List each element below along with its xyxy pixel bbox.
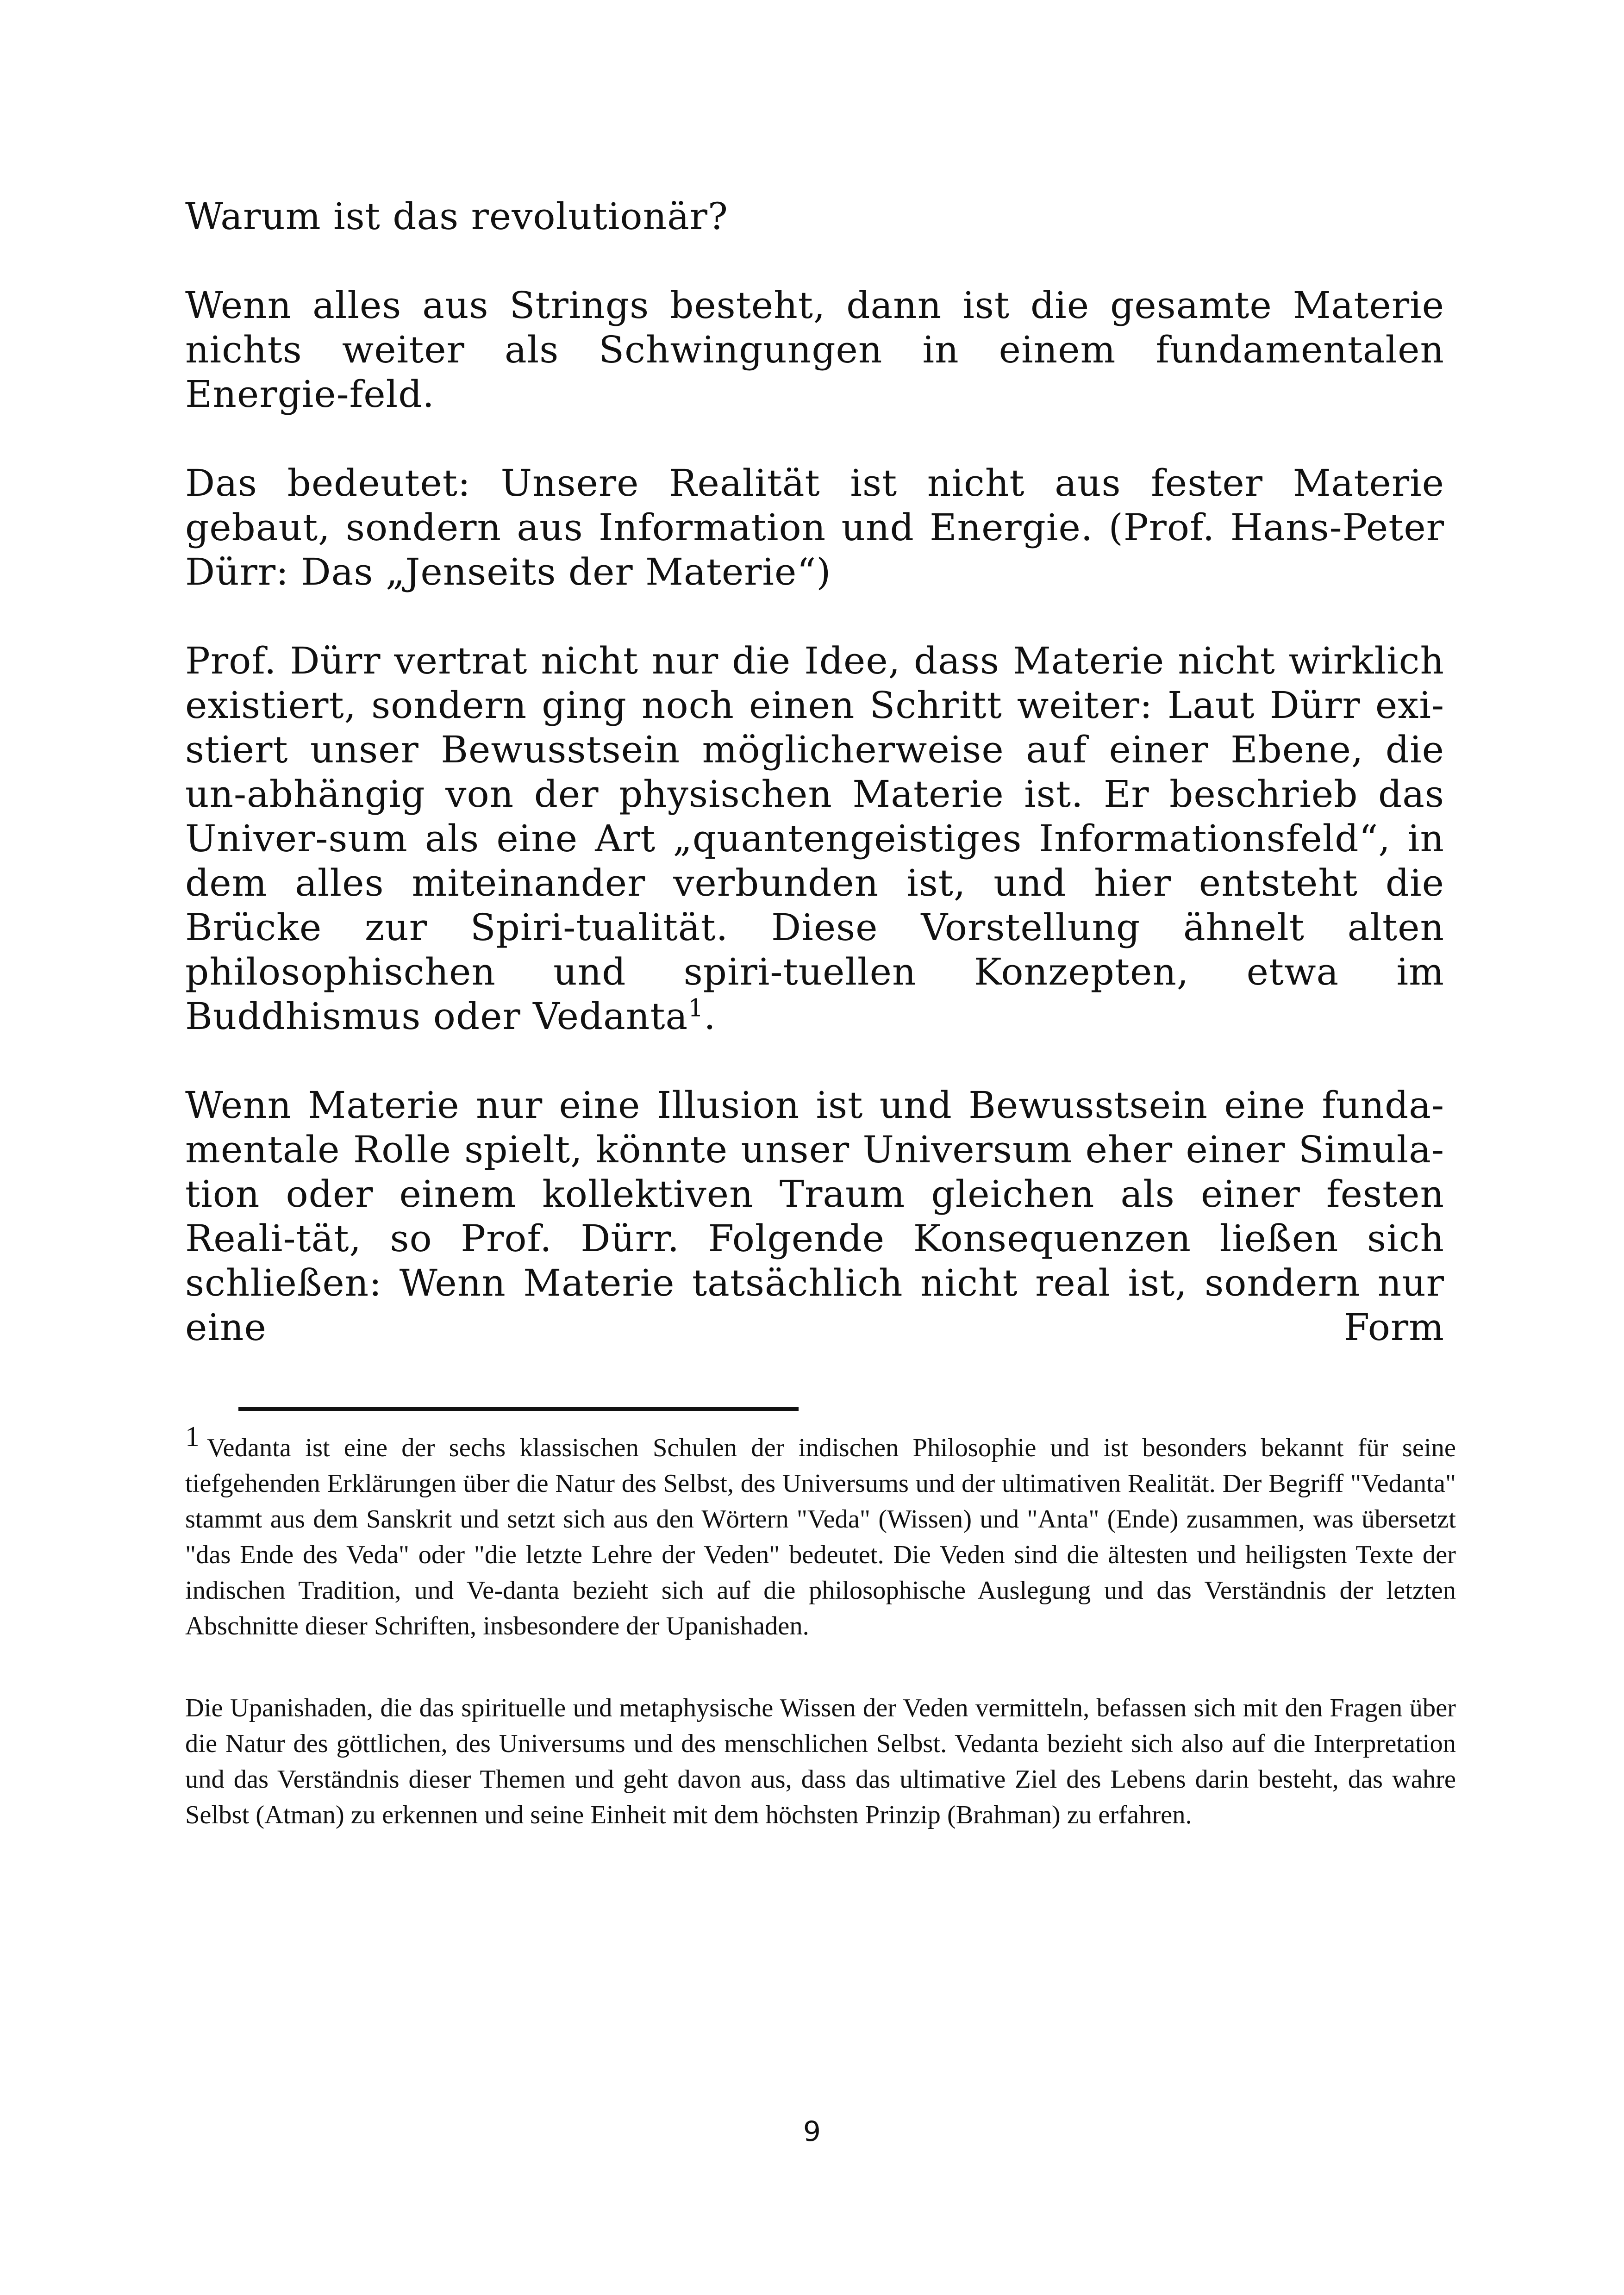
footnote-1-text: Vedanta ist eine der sechs klassischen Schulen der indischen Philosophie und ist besonders bekannt für seine tiefgehenden Erklärungen über die Natur des Selbst, des Universums und der ultimativen Realität. Der Begriff "Vedanta" stammt aus dem Sanskrit und setzt sich aus den Wörtern "Veda" (Wissen) und "Anta" (Ende) zusammen, was übersetzt "das Ende des Veda" oder "die letzte Lehre der Veden" bedeutet. Die Veden sind die ältesten und heiligsten Texte der indischen Tradition, und Ve-danta bezieht sich auf die philosophische Auslegung und das Verständnis der letzten Abschnitte dieser Schriften, insbesondere der Upanishaden. <box>185 1434 1456 1640</box>
main-text-block <box>185 194 1444 1394</box>
footnote-1-paragraph-2: Die Upanishaden, die das spirituelle und metaphysische Wissen der Veden vermitteln, befassen sich mit den Fragen über die Natur des göttlichen, des Universums und des menschlichen Selbst. Vedanta bezieht sich also auf die Interpretation und das Verständnis dieser Themen und geht davon aus, dass das ultimative Ziel des Lebens darin besteht, das wahre Selbst (Atman) zu erkennen und seine Einheit mit dem höchsten Prinzip (Brahman) zu erfahren. <box>185 1694 1456 1829</box>
section-heading: Warum ist das revolutionär? <box>185 195 728 238</box>
page-number: 9 <box>803 2115 821 2148</box>
footnote-number: 1 <box>185 1421 200 1453</box>
footnote-separator <box>238 1407 799 1411</box>
paragraph-4: Wenn Materie nur eine Illusion ist und Bewusstsein eine funda-mentale Rolle spielt, könnte unser Universum eher einer Simula-tion oder einem kollektiven Traum gleichen als einer festen Reali-tät, so Prof. Dürr. Folgende Konsequenzen ließen sich schließen: Wenn Materie tatsächlich nicht real ist, sondern nur eine Form <box>185 1084 1444 1349</box>
paragraph-3 <box>185 639 1444 1039</box>
footnotes-block <box>185 1421 1456 1879</box>
footnote-1-paragraph-1 <box>185 1421 1456 1644</box>
footnote-reference[interactable]: 1 <box>688 994 704 1023</box>
paragraph-3-end: . <box>704 995 716 1038</box>
paragraph-2: Das bedeutet: Unsere Realität ist nicht aus fester Materie gebaut, sondern aus Information und Energie. (Prof. Hans-Peter Dürr: Das „Jenseits der Materie“) <box>185 461 1444 593</box>
paragraph-3-text: Prof. Dürr vertrat nicht nur die Idee, dass Materie nicht wirklich existiert, sondern ging noch einen Schritt weiter: Laut Dürr exi-stiert unser Bewusstsein möglicherweise auf einer Ebene, die un-abhängig von der physischen Materie ist. Er beschrieb das Univer-sum als eine Art „quantengeistiges Informationsfeld“, in dem alles miteinander verbunden ist, und hier entsteht die Brücke zur Spiri-tualität. Diese Vorstellung ähnelt alten philosophischen und spiri-tuellen Konzepten, etwa im Buddhismus oder Vedanta <box>185 639 1444 1038</box>
paragraph-1: Wenn alles aus Strings besteht, dann ist die gesamte Materie nichts weiter als Schwingungen in einem fundamentalen Energie-feld. <box>185 284 1444 416</box>
